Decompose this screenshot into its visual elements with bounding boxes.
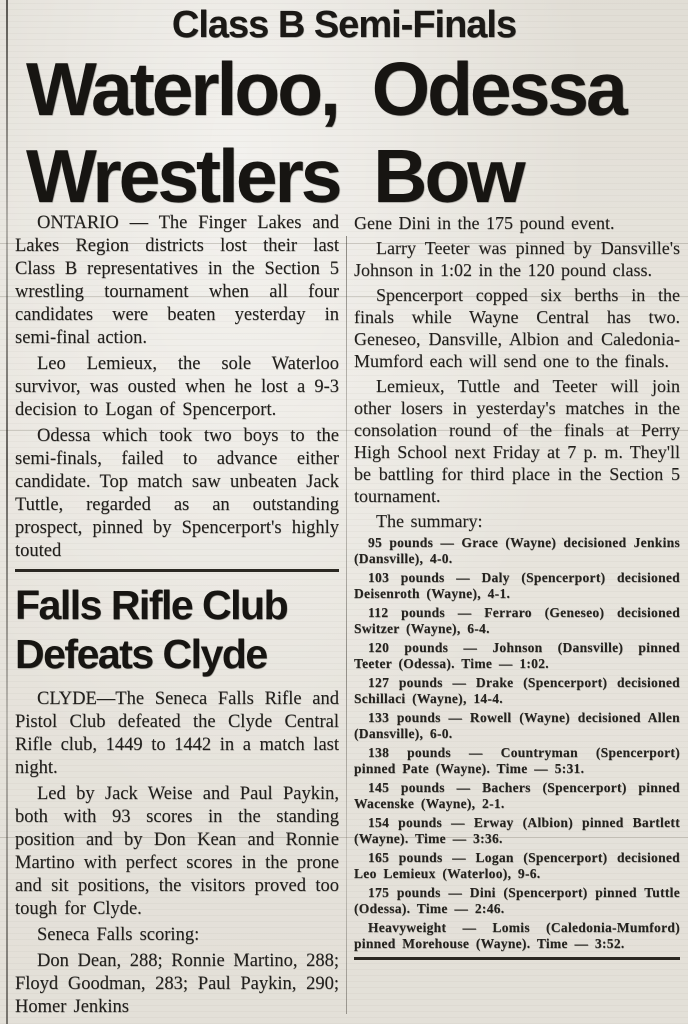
column-divider-rule — [346, 236, 347, 1014]
left-edge-column-rule — [6, 0, 8, 1024]
section-divider-rule — [15, 569, 339, 572]
scoring-label: Seneca Falls scoring: — [37, 925, 200, 945]
rifle-club-subhead-line-1: Falls Rifle Club — [15, 582, 288, 628]
summary-entry: 95 pounds — Grace (Wayne) decisioned Jenkins (Dansville), 4-0. — [354, 535, 680, 566]
summary-entry: 120 pounds — Johnson (Dansville) pinned Teeter (Odessa). Time — 1:02. — [354, 640, 680, 671]
continuation-paragraph: Gene Dini in the 175 pound event. — [354, 213, 615, 233]
rifle-paragraph: Led by Jack Weise and Paul Paykin, both with 93 scores in the standing position and by Don Kean and Ronnie Martino with perfect scores in the prone and sit positions, the visitors proved too tough for Clyde. — [15, 784, 339, 919]
summary-entry: 175 pounds — Dini (Spencerport) pinned Tuttle (Odessa). Time — 2:46. — [354, 885, 680, 916]
continuation-paragraph: Spencerport copped six berths in the finals while Wayne Central has two. Geneseo, Dansville, Albion and Caledonia-Mumford each will send one to the finals. — [354, 285, 680, 371]
main-headline — [26, 46, 686, 220]
rifle-paragraph: CLYDE—The Seneca Falls Rifle and Pistol Club defeated the Clyde Central Rifle club, 1449 to 1442 in a match last night. — [15, 689, 339, 778]
left-column — [15, 212, 339, 1024]
summary-entry: 154 pounds — Erway (Albion) pinned Bartlett (Wayne). Time — 3:36. — [354, 815, 680, 846]
main-headline-line-2: Wrestlers Bow — [26, 134, 523, 218]
rifle-club-subhead — [15, 581, 339, 679]
summary-entry: 127 pounds — Drake (Spencerport) decisioned Schillaci (Wayne), 14-4. — [354, 675, 680, 706]
wrestling-paragraph: Odessa which took two boys to the semi-finals, failed to advance either candidate. Top match saw unbeaten Jack Tuttle, regarded as an outstanding prospect, pinned by Spencerport's highly touted — [15, 426, 339, 561]
main-headline-line-1: Waterloo, Odessa — [26, 47, 625, 131]
wrestling-paragraph: ONTARIO — The Finger Lakes and Lakes Region districts lost their last Class B representatives in the Section 5 wrestling tournament when all four candidates were beaten yesterday in semi-final action. — [15, 213, 339, 348]
continuation-paragraph: Lemieux, Tuttle and Teeter will join other losers in yesterday's matches in the consolation round of the finals at Perry High School next Friday at 7 p. m. They'll be battling for third place in the Section 5 tournament. — [354, 376, 680, 506]
summary-entry: 112 pounds — Ferraro (Geneseo) decisioned Switzer (Wayne), 6-4. — [354, 605, 680, 636]
summary-entry: Heavyweight — Lomis (Caledonia-Mumford) pinned Morehouse (Wayne). Time — 3:52. — [354, 920, 680, 951]
summary-entry: 103 pounds — Daly (Spencerport) decisioned Deisenroth (Wayne), 4-1. — [354, 570, 680, 601]
wrestling-paragraph: Leo Lemieux, the sole Waterloo survivor, was ousted when he lost a 9-3 decision to Logan of Spencerport. — [15, 354, 339, 420]
summary-entry: 165 pounds — Logan (Spencerport) decisioned Leo Lemieux (Waterloo), 9-6. — [354, 850, 680, 881]
continuation-paragraph: Larry Teeter was pinned by Dansville's Johnson in 1:02 in the 120 pound class. — [354, 238, 680, 280]
article-end-rule — [354, 957, 680, 960]
rifle-club-subhead-line-2: Defeats Clyde — [15, 631, 267, 677]
summary-label: The summary: — [376, 511, 483, 531]
summary-entry: 138 pounds — Countryman (Spencerport) pinned Pate (Wayne). Time — 5:31. — [354, 745, 680, 776]
summary-entry: 145 pounds — Bachers (Spencerport) pinned Wacenske (Wayne), 2-1. — [354, 780, 680, 811]
right-column — [354, 212, 680, 1024]
kicker-headline: Class B Semi-Finals — [171, 4, 517, 46]
summary-entry: 133 pounds — Rowell (Wayne) decisioned Allen (Dansville), 6-0. — [354, 710, 680, 741]
scoring-line: Don Dean, 288; Ronnie Martino, 288; Floyd Goodman, 283; Paul Paykin, 290; Homer Jenkins — [15, 951, 339, 1017]
